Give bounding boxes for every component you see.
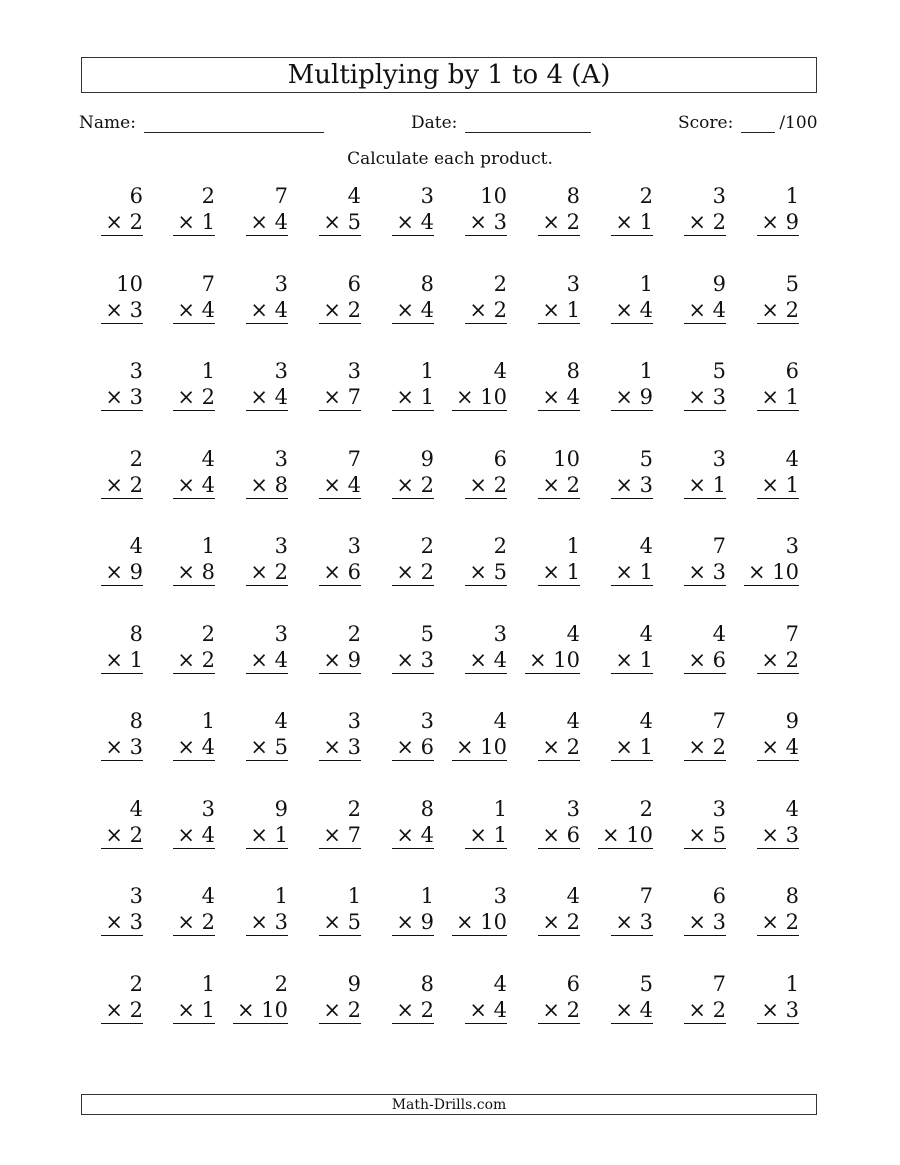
problem-multiplier: × 5	[246, 734, 288, 761]
problem-multiplicand: 2	[493, 534, 507, 558]
problem-multiplier: × 3	[611, 909, 653, 936]
problem-multiplicand: 2	[420, 534, 434, 558]
problem-multiplier: × 1	[246, 822, 288, 849]
problem-multiplicand: 7	[785, 622, 799, 646]
problem-multiplier: × 2	[101, 472, 143, 499]
problem-multiplier: × 4	[392, 297, 434, 324]
problem-multiplier: × 2	[101, 209, 143, 236]
problem-multiplier: × 1	[538, 559, 580, 586]
problem-multiplier: × 10	[452, 909, 507, 936]
problem	[689, 446, 799, 499]
problem-multiplicand: 1	[201, 709, 215, 733]
problem-multiplicand: 3	[274, 534, 288, 558]
problem-multiplier: × 2	[319, 997, 361, 1024]
problem-multiplicand: 1	[566, 534, 580, 558]
problem-multiplicand: 6	[347, 272, 361, 296]
problem-multiplicand: 7	[712, 534, 726, 558]
problem-multiplicand: 10	[480, 184, 507, 208]
problem	[689, 183, 799, 236]
problem-multiplicand: 3	[347, 359, 361, 383]
problem-multiplier: × 4	[173, 822, 215, 849]
problem-multiplicand: 4	[129, 797, 143, 821]
date-label: Date:	[411, 113, 458, 133]
problem-multiplicand: 7	[274, 184, 288, 208]
problem	[689, 883, 799, 936]
problem-multiplier: × 9	[101, 559, 143, 586]
problem-multiplicand: 1	[639, 359, 653, 383]
problem-multiplier: × 3	[757, 822, 799, 849]
problem-multiplier: × 4	[684, 297, 726, 324]
problem-multiplier: × 2	[684, 209, 726, 236]
problem-multiplier: × 2	[538, 472, 580, 499]
problem-multiplier: × 3	[392, 647, 434, 674]
problem-multiplicand: 2	[201, 184, 215, 208]
problem-multiplier: × 3	[465, 209, 507, 236]
problem	[689, 971, 799, 1024]
problem-multiplicand: 4	[566, 709, 580, 733]
problem-multiplier: × 3	[101, 909, 143, 936]
problem-multiplier: × 1	[757, 472, 799, 499]
problem-multiplicand: 7	[712, 709, 726, 733]
problem-multiplier: × 4	[392, 822, 434, 849]
problem-multiplier: × 4	[465, 647, 507, 674]
problem-multiplicand: 3	[712, 797, 726, 821]
problem-multiplier: × 10	[598, 822, 653, 849]
problem-multiplicand: 7	[712, 972, 726, 996]
problem-multiplicand: 3	[201, 797, 215, 821]
problem-multiplier: × 1	[684, 472, 726, 499]
problem-multiplicand: 8	[129, 709, 143, 733]
problem-multiplier: × 2	[465, 297, 507, 324]
problem-multiplicand: 4	[785, 797, 799, 821]
problem-multiplier: × 2	[392, 997, 434, 1024]
title-text: Multiplying by 1 to 4 (A)	[287, 60, 611, 90]
problem-multiplicand: 2	[639, 797, 653, 821]
problem-multiplicand: 6	[566, 972, 580, 996]
problem-multiplicand: 7	[639, 884, 653, 908]
problem-multiplicand: 4	[785, 447, 799, 471]
problem-multiplier: × 6	[319, 559, 361, 586]
problem-multiplier: × 10	[233, 997, 288, 1024]
problem-multiplier: × 3	[684, 559, 726, 586]
problem-multiplier: × 4	[757, 734, 799, 761]
problem-multiplicand: 6	[785, 359, 799, 383]
problem-multiplicand: 1	[420, 884, 434, 908]
problem-multiplicand: 10	[116, 272, 143, 296]
problem-multiplicand: 3	[129, 884, 143, 908]
problem-multiplier: × 2	[538, 997, 580, 1024]
problem-multiplier: × 5	[684, 822, 726, 849]
problem-multiplicand: 5	[420, 622, 434, 646]
problem-multiplier: × 4	[611, 297, 653, 324]
problem-multiplier: × 4	[173, 734, 215, 761]
problem-multiplier: × 2	[101, 997, 143, 1024]
problem-multiplicand: 2	[347, 797, 361, 821]
problem-multiplier: × 1	[611, 734, 653, 761]
problem-multiplier: × 3	[611, 472, 653, 499]
problem-multiplicand: 8	[420, 797, 434, 821]
problem-multiplier: × 2	[101, 822, 143, 849]
problem-multiplier: × 4	[246, 297, 288, 324]
problem-multiplier: × 9	[319, 647, 361, 674]
problem-multiplicand: 3	[712, 447, 726, 471]
problem-multiplicand: 4	[639, 622, 653, 646]
problem-multiplicand: 1	[274, 884, 288, 908]
problem-multiplicand: 4	[712, 622, 726, 646]
problem-multiplier: × 2	[392, 559, 434, 586]
problem-multiplier: × 1	[101, 647, 143, 674]
problem-multiplicand: 3	[566, 272, 580, 296]
name-label: Name:	[79, 113, 136, 133]
problem-multiplicand: 4	[201, 884, 215, 908]
problem-multiplier: × 2	[319, 297, 361, 324]
problem-multiplicand: 3	[566, 797, 580, 821]
problem-multiplicand: 4	[493, 359, 507, 383]
problem-multiplicand: 3	[274, 447, 288, 471]
problem-multiplier: × 10	[525, 647, 580, 674]
problem-multiplier: × 1	[173, 209, 215, 236]
problem-multiplier: × 10	[452, 384, 507, 411]
problem-multiplier: × 4	[173, 472, 215, 499]
problem-multiplier: × 2	[465, 472, 507, 499]
problem-multiplicand: 3	[274, 272, 288, 296]
score-total: /100	[779, 113, 818, 133]
problem-multiplier: × 2	[538, 909, 580, 936]
problem-multiplier: × 2	[757, 909, 799, 936]
problem-multiplicand: 8	[566, 359, 580, 383]
problem-multiplicand: 1	[785, 184, 799, 208]
problem-multiplier: × 1	[611, 209, 653, 236]
problem-multiplier: × 2	[684, 734, 726, 761]
problem-multiplicand: 2	[201, 622, 215, 646]
problem-multiplier: × 4	[392, 209, 434, 236]
problem-multiplicand: 7	[347, 447, 361, 471]
score-label: Score:	[678, 113, 734, 133]
problem-multiplicand: 2	[639, 184, 653, 208]
problem-multiplier: × 1	[465, 822, 507, 849]
problem-multiplicand: 3	[129, 359, 143, 383]
problem-multiplicand: 8	[785, 884, 799, 908]
problem-multiplier: × 5	[319, 209, 361, 236]
problem-multiplicand: 1	[201, 972, 215, 996]
problem-multiplicand: 4	[566, 622, 580, 646]
problem-multiplicand: 1	[347, 884, 361, 908]
problem-multiplicand: 5	[712, 359, 726, 383]
problem-multiplier: × 3	[101, 297, 143, 324]
problem-multiplier: × 1	[538, 297, 580, 324]
problem-multiplier: × 2	[246, 559, 288, 586]
problem-multiplier: × 2	[173, 647, 215, 674]
problem-multiplicand: 6	[493, 447, 507, 471]
problem-multiplicand: 3	[493, 622, 507, 646]
problem-multiplier: × 4	[319, 472, 361, 499]
problem-multiplicand: 8	[566, 184, 580, 208]
problem-multiplier: × 1	[173, 997, 215, 1024]
problem-multiplicand: 1	[201, 534, 215, 558]
problem-multiplicand: 2	[493, 272, 507, 296]
problem-multiplier: × 10	[744, 559, 799, 586]
problem-multiplier: × 2	[538, 734, 580, 761]
problem-multiplicand: 8	[420, 972, 434, 996]
problem-multiplicand: 3	[712, 184, 726, 208]
problem-multiplier: × 3	[101, 734, 143, 761]
problem-multiplicand: 4	[201, 447, 215, 471]
problem-multiplicand: 5	[639, 972, 653, 996]
problem-multiplier: × 8	[173, 559, 215, 586]
problem-multiplicand: 4	[129, 534, 143, 558]
problem-multiplicand: 1	[420, 359, 434, 383]
problem-multiplicand: 2	[129, 447, 143, 471]
problem-multiplier: × 2	[173, 384, 215, 411]
problem-multiplicand: 1	[785, 972, 799, 996]
problem-multiplier: × 4	[538, 384, 580, 411]
problem-multiplicand: 6	[712, 884, 726, 908]
problem-multiplier: × 1	[757, 384, 799, 411]
problem-multiplicand: 4	[274, 709, 288, 733]
problem-multiplicand: 2	[129, 972, 143, 996]
problem-multiplicand: 3	[493, 884, 507, 908]
problem-multiplicand: 1	[639, 272, 653, 296]
problem-multiplier: × 10	[452, 734, 507, 761]
problem-multiplier: × 9	[392, 909, 434, 936]
problem-multiplicand: 9	[420, 447, 434, 471]
problem-multiplicand: 9	[347, 972, 361, 996]
problem-multiplicand: 4	[639, 534, 653, 558]
footer-text: Math-Drills.com	[391, 1096, 507, 1113]
problem	[689, 271, 799, 324]
problem	[689, 796, 799, 849]
problem-multiplicand: 1	[201, 359, 215, 383]
problem-multiplicand: 2	[274, 972, 288, 996]
problem-multiplier: × 2	[173, 909, 215, 936]
problem-multiplicand: 7	[201, 272, 215, 296]
problem-multiplicand: 4	[493, 709, 507, 733]
problem-multiplier: × 4	[173, 297, 215, 324]
problem-multiplier: × 3	[757, 997, 799, 1024]
problem-multiplier: × 3	[246, 909, 288, 936]
problem-multiplier: × 1	[611, 647, 653, 674]
instructions: Calculate each product.	[347, 149, 553, 169]
problem-multiplier: × 4	[465, 997, 507, 1024]
problem-multiplier: × 9	[757, 209, 799, 236]
problem-multiplicand: 5	[639, 447, 653, 471]
problem-multiplier: × 2	[538, 209, 580, 236]
problem-multiplier: × 2	[757, 297, 799, 324]
problem-multiplier: × 1	[611, 559, 653, 586]
problem-multiplicand: 8	[420, 272, 434, 296]
problem	[689, 533, 799, 586]
problem-multiplicand: 2	[347, 622, 361, 646]
footer	[81, 1094, 817, 1115]
problem-multiplier: × 2	[684, 997, 726, 1024]
problem-multiplicand: 8	[129, 622, 143, 646]
problem-multiplicand: 4	[347, 184, 361, 208]
problem-multiplier: × 2	[757, 647, 799, 674]
problem-multiplicand: 3	[420, 184, 434, 208]
problem-multiplier: × 4	[246, 209, 288, 236]
problem-multiplier: × 7	[319, 384, 361, 411]
problem-multiplicand: 3	[420, 709, 434, 733]
problem-multiplicand: 9	[785, 709, 799, 733]
problem	[689, 358, 799, 411]
problem-multiplicand: 5	[785, 272, 799, 296]
problem-multiplicand: 4	[566, 884, 580, 908]
problem-multiplier: × 7	[319, 822, 361, 849]
problem-multiplicand: 1	[493, 797, 507, 821]
problem-multiplicand: 3	[274, 359, 288, 383]
problem-multiplicand: 9	[712, 272, 726, 296]
problem-multiplier: × 2	[392, 472, 434, 499]
problem	[689, 621, 799, 674]
problem	[689, 708, 799, 761]
problem-multiplicand: 10	[553, 447, 580, 471]
problem-multiplier: × 4	[246, 384, 288, 411]
problem-multiplicand: 3	[785, 534, 799, 558]
problem-multiplier: × 5	[319, 909, 361, 936]
problem-multiplier: × 5	[465, 559, 507, 586]
problem-multiplicand: 3	[347, 709, 361, 733]
problem-multiplier: × 6	[392, 734, 434, 761]
problem-multiplicand: 9	[274, 797, 288, 821]
problem-multiplier: × 3	[684, 909, 726, 936]
problem-multiplier: × 8	[246, 472, 288, 499]
problem-multiplier: × 4	[246, 647, 288, 674]
problem-multiplicand: 4	[493, 972, 507, 996]
problem-multiplier: × 1	[392, 384, 434, 411]
problem-multiplier: × 9	[611, 384, 653, 411]
problem-multiplier: × 6	[684, 647, 726, 674]
problem-multiplier: × 3	[319, 734, 361, 761]
problem-multiplicand: 6	[129, 184, 143, 208]
problem-multiplier: × 6	[538, 822, 580, 849]
problem-multiplier: × 4	[611, 997, 653, 1024]
problem-multiplicand: 3	[274, 622, 288, 646]
problem-multiplier: × 3	[101, 384, 143, 411]
problem-multiplicand: 3	[347, 534, 361, 558]
problem-multiplier: × 3	[684, 384, 726, 411]
problem-multiplicand: 4	[639, 709, 653, 733]
